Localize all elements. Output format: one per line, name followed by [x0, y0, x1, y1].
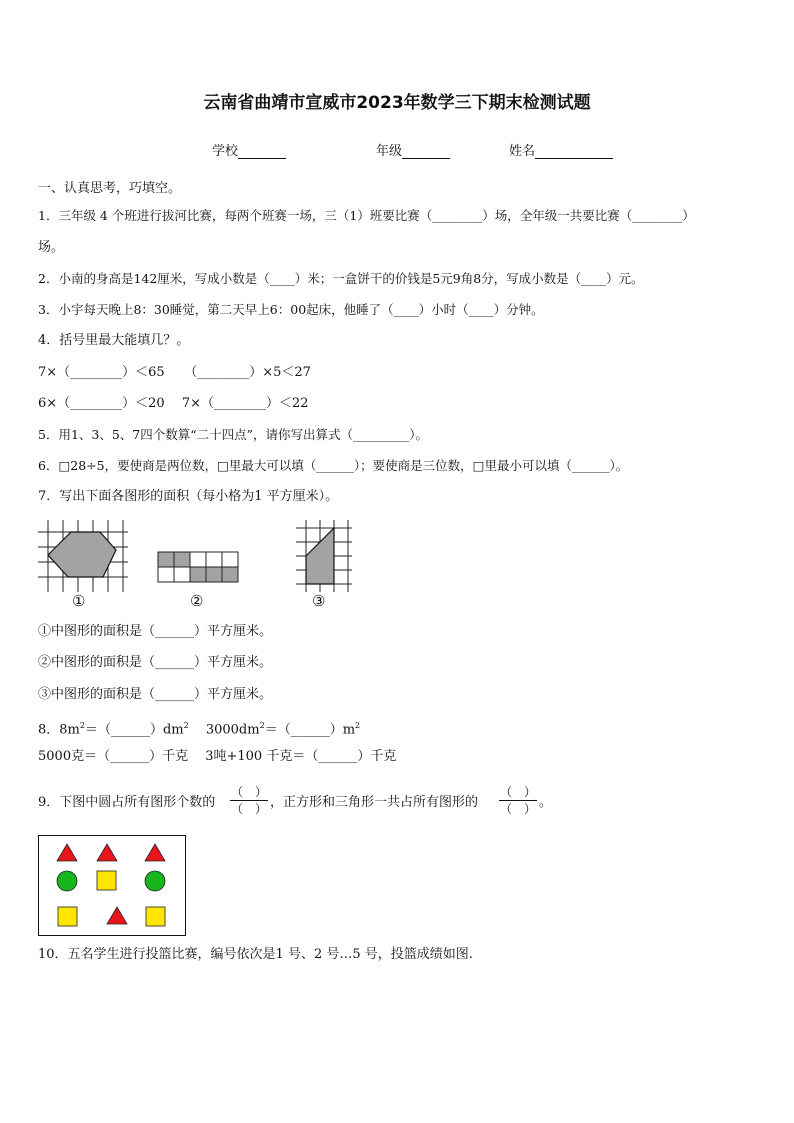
figure-1-shape [48, 532, 116, 577]
figure-3-label: ③ [312, 592, 326, 610]
question-1: 1．三年级 4 个班进行拔河比赛，每两个班赛一场，三（1）班要比赛（________）场，全年级一共要比赛（________） [38, 208, 695, 223]
q8-part-4: ＝（______）m [264, 722, 356, 738]
figure-2-label: ② [190, 592, 204, 610]
question-9-part-2: ，正方形和三角形一共占所有图形的 [270, 795, 479, 810]
question-8-row-a [38, 717, 360, 739]
question-7: 7．写出下面各图形的面积（每小格为1 平方厘米）。 [38, 489, 339, 504]
question-7-answer-1: ①中图形的面积是（______）平方厘米。 [38, 624, 273, 639]
question-6: 6．□28÷5，要使商是两位数，□里最大可以填（______）；要使商是三位数，□里最小可以填（______）。 [38, 458, 629, 473]
q8-part-2: ＝（______）dm [84, 722, 184, 738]
fraction-1-denominator[interactable]: （ ） [230, 802, 267, 816]
question-9-fraction-2 [499, 784, 537, 817]
question-4-row-b: 6×（________）＜20 7×（________）＜22 [38, 396, 309, 411]
q8-sup-1: 2 [79, 721, 85, 730]
question-2: 2．小南的身高是142厘米，写成小数是（____）米；一盒饼干的价钱是5元9角8分，写成小数是（____）元。 [38, 271, 644, 286]
figure-2-grid [156, 550, 240, 584]
question-7-answer-2: ②中图形的面积是（______）平方厘米。 [38, 655, 273, 670]
grade-field [376, 140, 450, 159]
figure-1-grid [38, 520, 128, 592]
question-7-answer-3: ③中图形的面积是（______）平方厘米。 [38, 687, 273, 702]
figure-1-label: ① [72, 592, 86, 610]
name-label: 姓名 [509, 144, 536, 159]
circle-shape-1 [57, 871, 77, 891]
question-9-fraction-1 [230, 784, 268, 817]
question-4-row-a: 7×（________）＜65 （________）×5＜27 [38, 365, 311, 380]
name-blank[interactable] [535, 144, 613, 159]
figure-3-grid [296, 520, 352, 592]
q8-part-1: 8．8m [38, 722, 80, 738]
question-1-end: 场。 [38, 240, 65, 255]
page-title: 云南省曲靖市宣威市2023年数学三下期末检测试题 [203, 93, 591, 113]
q8-sup-4: 2 [355, 721, 361, 730]
fraction-2-numerator[interactable]: （ ） [499, 785, 536, 799]
question-9-part-1: 9．下图中圆占所有图形个数的 [38, 795, 216, 810]
fraction-1-numerator[interactable]: （ ） [230, 785, 267, 799]
grade-label: 年级 [376, 144, 403, 159]
question-8-row-b: 5000克＝（______）千克 3吨+100 千克＝（______）千克 [38, 749, 397, 764]
question-9-end: 。 [539, 795, 553, 810]
figure-2-shape-bottom [190, 567, 238, 582]
shapes-box [38, 835, 188, 937]
question-10: 10．五名学生进行投篮比赛，编号依次是1 号、2 号…5 号，投篮成绩如图. [38, 947, 473, 962]
q8-sup-3: 2 [259, 721, 265, 730]
q8-sup-2: 2 [183, 721, 189, 730]
circle-shape-2 [145, 871, 165, 891]
section-heading: 一、认真思考，巧填空。 [38, 181, 182, 196]
square-shape-3 [146, 907, 165, 926]
school-label: 学校 [212, 144, 239, 159]
square-shape-2 [58, 907, 77, 926]
question-4: 4．括号里最大能填几？。 [38, 333, 190, 348]
name-field [509, 140, 613, 159]
grade-blank[interactable] [402, 144, 450, 159]
fraction-2-denominator[interactable]: （ ） [499, 802, 536, 816]
square-shape-1 [97, 871, 116, 890]
school-blank[interactable] [238, 144, 286, 159]
question-3: 3．小宇每天晚上8：30睡觉，第二天早上6：00起床，他睡了（____）小时（____）分钟。 [38, 302, 544, 317]
question-5: 5．用1、3、5、7四个数算“二十四点”，请你写出算式（_________）。 [38, 427, 429, 442]
q8-part-3: 3000dm [188, 722, 260, 738]
school-field [212, 140, 286, 159]
